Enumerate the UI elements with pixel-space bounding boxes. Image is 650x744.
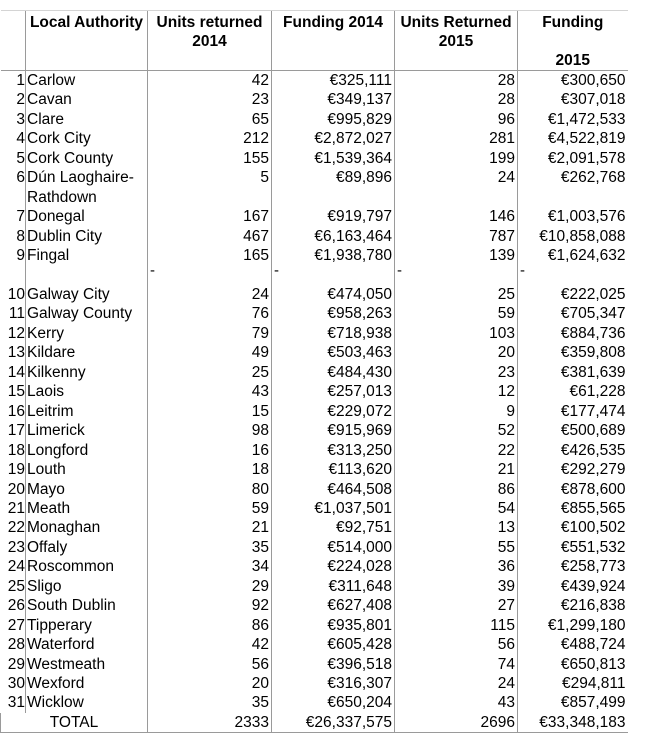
funding-2015-cell: €650,813	[518, 655, 628, 674]
funding-2015-cell: €857,499	[518, 693, 628, 712]
separator-cell	[1, 266, 26, 285]
units-2014-cell: 34	[148, 557, 272, 576]
total-row	[1, 713, 628, 733]
units-2014-cell: 18	[148, 460, 272, 479]
funding-2015-cell: €10,858,088	[518, 227, 628, 246]
authority-name: Tipperary	[26, 616, 148, 635]
authority-name: Cork City	[26, 129, 148, 148]
authority-name: Sligo	[26, 577, 148, 596]
authority-name: Longford	[26, 441, 148, 460]
funding-2014-cell: €464,508	[272, 480, 395, 499]
units-2014-cell: 56	[148, 655, 272, 674]
units-2015-cell: 12	[395, 382, 518, 401]
funding-2014-cell: €915,969	[272, 421, 395, 440]
authority-name: Kerry	[26, 324, 148, 343]
authority-name: Louth	[26, 460, 148, 479]
header-index	[1, 11, 26, 71]
authority-name: Waterford	[26, 635, 148, 654]
units-2015-cell: 28	[395, 90, 518, 109]
units-2015-cell: 55	[395, 538, 518, 557]
table-row	[1, 402, 628, 421]
funding-2015-cell: €300,650	[518, 71, 628, 91]
funding-2015-cell: €705,347	[518, 304, 628, 323]
table-row	[1, 168, 628, 207]
table-row	[1, 343, 628, 362]
total-funding-2014: €26,337,575	[272, 713, 395, 733]
funding-2015-cell: €359,808	[518, 343, 628, 362]
row-index: 28	[7, 636, 25, 654]
authority-name: Wexford	[26, 674, 148, 693]
table-row	[1, 499, 628, 518]
units-2014-cell: 76	[148, 304, 272, 323]
authority-name: Carlow	[26, 71, 148, 91]
table-row	[1, 421, 628, 440]
separator-cell	[518, 261, 628, 285]
row-index: 11	[8, 305, 25, 323]
funding-2014-cell: €316,307	[272, 674, 395, 693]
authority-name: Roscommon	[26, 557, 148, 576]
row-index: 17	[7, 422, 25, 440]
table-row	[1, 518, 628, 537]
funding-2014-cell: €89,896	[272, 168, 395, 207]
units-2015-cell: 86	[395, 480, 518, 499]
authority-name: Kilkenny	[26, 363, 148, 382]
units-2014-cell: 24	[148, 285, 272, 304]
units-2014-cell: 98	[148, 421, 272, 440]
authority-name: Limerick	[26, 421, 148, 440]
funding-2014-cell: €650,204	[272, 693, 395, 712]
table-row	[1, 110, 628, 129]
units-2015-cell: 96	[395, 110, 518, 129]
units-2014-cell: 212	[148, 129, 272, 148]
funding-2014-cell: €1,539,364	[272, 149, 395, 168]
funding-2014-cell: €1,037,501	[272, 499, 395, 518]
units-2015-cell: 23	[395, 363, 518, 382]
units-2015-cell: 74	[395, 655, 518, 674]
header-funding-2015-line1: Funding	[542, 14, 604, 31]
header-funding-2015	[518, 11, 628, 71]
table-row	[1, 285, 628, 304]
units-2015-cell: 20	[395, 343, 518, 362]
units-2015-cell: 24	[395, 168, 518, 207]
row-index: 19	[7, 461, 25, 479]
row-index: 13	[7, 344, 25, 362]
units-2015-cell: 28	[395, 71, 518, 91]
row-index: 7	[16, 208, 25, 226]
funding-2015-cell: €1,299,180	[518, 616, 628, 635]
table-row	[1, 674, 628, 693]
units-2015-cell: 56	[395, 635, 518, 654]
separator-mark: -	[150, 261, 155, 279]
units-2014-cell: 86	[148, 616, 272, 635]
funding-2015-cell: €2,091,578	[518, 149, 628, 168]
row-index: 6	[16, 169, 25, 187]
units-2014-cell: 92	[148, 596, 272, 615]
separator-mark: -	[274, 261, 279, 279]
funding-2015-cell: €100,502	[518, 518, 628, 537]
row-index: 18	[7, 441, 25, 459]
units-2015-cell: 27	[395, 596, 518, 615]
funding-2014-cell: €229,072	[272, 402, 395, 421]
funding-2015-cell: €1,624,632	[518, 246, 628, 265]
funding-2014-cell: €605,428	[272, 635, 395, 654]
units-2015-cell: 36	[395, 557, 518, 576]
funding-2014-cell: €958,263	[272, 304, 395, 323]
table-row	[1, 227, 628, 246]
separator-cell	[395, 261, 518, 285]
total-funding-2015: €33,348,183	[518, 713, 628, 733]
funding-2015-cell: €177,474	[518, 402, 628, 421]
authority-name: South Dublin	[26, 596, 148, 615]
units-2015-cell: 39	[395, 577, 518, 596]
units-2015-cell: 13	[395, 518, 518, 537]
table-row	[1, 616, 628, 635]
table-body	[1, 71, 628, 733]
table-row	[1, 480, 628, 499]
funding-2014-cell: €313,250	[272, 441, 395, 460]
authority-name: Fingal	[26, 246, 148, 265]
total-units-2015: 2696	[395, 713, 518, 733]
funding-2015-cell: €500,689	[518, 421, 628, 440]
funding-2015-cell: €878,600	[518, 480, 628, 499]
table-row	[1, 441, 628, 460]
row-index: 30	[7, 675, 25, 693]
authority-name: Galway City	[26, 285, 148, 304]
funding-2014-cell: €995,829	[272, 110, 395, 129]
row-index: 31	[7, 694, 25, 712]
units-2014-cell: 59	[148, 499, 272, 518]
authority-name: Offaly	[26, 538, 148, 557]
units-2014-cell: 21	[148, 518, 272, 537]
funding-2014-cell: €474,050	[272, 285, 395, 304]
units-2014-cell: 80	[148, 480, 272, 499]
funding-2015-cell: €884,736	[518, 324, 628, 343]
units-2014-cell: 155	[148, 149, 272, 168]
units-2015-cell: 199	[395, 149, 518, 168]
authority-name: Donegal	[26, 207, 148, 226]
table-row	[1, 129, 628, 148]
funding-2014-cell: €1,938,780	[272, 246, 395, 265]
funding-2015-cell: €294,811	[518, 674, 628, 693]
units-2015-cell: 59	[395, 304, 518, 323]
funding-2014-cell: €349,137	[272, 90, 395, 109]
table-row	[1, 90, 628, 109]
table-row	[1, 149, 628, 168]
row-index: 14	[7, 363, 25, 381]
units-2015-cell: 24	[395, 674, 518, 693]
units-2014-cell: 25	[148, 363, 272, 382]
row-index: 15	[7, 383, 25, 401]
funding-2015-cell: €258,773	[518, 557, 628, 576]
table-row	[1, 304, 628, 323]
authority-name: Clare	[26, 110, 148, 129]
authority-name: Cavan	[26, 90, 148, 109]
units-2014-cell: 16	[148, 441, 272, 460]
separator-cell	[272, 261, 395, 285]
authority-name: Monaghan	[26, 518, 148, 537]
authority-name: Dún Laoghaire-Rathdown	[26, 168, 148, 207]
row-index: 12	[7, 324, 25, 342]
units-2014-cell: 167	[148, 207, 272, 226]
table-row	[1, 635, 628, 654]
units-2014-cell: 79	[148, 324, 272, 343]
table-row	[1, 363, 628, 382]
funding-2014-cell: €257,013	[272, 382, 395, 401]
authority-name: Kildare	[26, 343, 148, 362]
header-row	[1, 11, 628, 71]
units-2015-cell: 25	[395, 285, 518, 304]
units-2015-cell: 22	[395, 441, 518, 460]
row-index: 20	[7, 480, 25, 498]
funding-2014-cell: €113,620	[272, 460, 395, 479]
table-row	[1, 71, 628, 91]
funding-2015-cell: €4,522,819	[518, 129, 628, 148]
funding-2014-cell: €311,648	[272, 577, 395, 596]
units-2014-cell: 165	[148, 246, 272, 265]
units-2014-cell: 42	[148, 635, 272, 654]
row-index: 2	[16, 91, 25, 109]
row-index: 25	[7, 577, 25, 595]
funding-2015-cell: €1,472,533	[518, 110, 628, 129]
total-units-2014: 2333	[148, 713, 272, 733]
units-2015-cell: 787	[395, 227, 518, 246]
authority-name: Cork County	[26, 149, 148, 168]
table-row	[1, 596, 628, 615]
units-2015-cell: 281	[395, 129, 518, 148]
funding-2014-cell: €514,000	[272, 538, 395, 557]
header-funding-2015-line2: 2015	[555, 52, 590, 69]
row-index: 4	[16, 130, 25, 148]
row-index: 5	[16, 149, 25, 167]
row-index: 16	[7, 402, 25, 420]
table-row	[1, 382, 628, 401]
units-2014-cell: 29	[148, 577, 272, 596]
funding-2015-cell: €1,003,576	[518, 207, 628, 226]
funding-2014-cell: €484,430	[272, 363, 395, 382]
total-label: TOTAL	[1, 713, 148, 733]
funding-2015-cell: €262,768	[518, 168, 628, 207]
authority-name: Wicklow	[26, 693, 148, 712]
header-units-2014: Units returned 2014	[148, 11, 272, 71]
funding-2014-cell: €718,938	[272, 324, 395, 343]
units-2014-cell: 35	[148, 538, 272, 557]
funding-2014-cell: €2,872,027	[272, 129, 395, 148]
row-index: 29	[7, 655, 25, 673]
funding-2015-cell: €216,838	[518, 596, 628, 615]
units-2015-cell: 103	[395, 324, 518, 343]
units-2015-cell: 9	[395, 402, 518, 421]
row-index: 10	[7, 285, 25, 303]
units-2014-cell: 15	[148, 402, 272, 421]
authority-name: Galway County	[26, 304, 148, 323]
funding-2014-cell: €503,463	[272, 343, 395, 362]
authority-name: Westmeath	[26, 655, 148, 674]
header-units-2015: Units Returned 2015	[395, 11, 518, 71]
units-2014-cell: 23	[148, 90, 272, 109]
funding-2014-cell: €92,751	[272, 518, 395, 537]
funding-2015-cell: €855,565	[518, 499, 628, 518]
header-local-authority: Local Authority	[26, 11, 148, 71]
funding-2015-cell: €61,228	[518, 382, 628, 401]
row-index: 27	[7, 616, 25, 634]
units-2014-cell: 65	[148, 110, 272, 129]
funding-2014-cell: €627,408	[272, 596, 395, 615]
units-2014-cell: 20	[148, 674, 272, 693]
table-row	[1, 207, 628, 226]
funding-2014-cell: €325,111	[272, 71, 395, 91]
funding-2015-cell: €488,724	[518, 635, 628, 654]
units-2014-cell: 42	[148, 71, 272, 91]
table-row	[1, 538, 628, 557]
units-2014-cell: 43	[148, 382, 272, 401]
separator-cell	[26, 266, 148, 285]
authority-name: Leitrim	[26, 402, 148, 421]
units-2014-cell: 49	[148, 343, 272, 362]
row-index: 26	[7, 597, 25, 615]
funding-2015-cell: €292,279	[518, 460, 628, 479]
units-2015-cell: 43	[395, 693, 518, 712]
row-index: 24	[7, 558, 25, 576]
spreadsheet	[0, 10, 630, 733]
table-row	[1, 246, 628, 265]
units-2015-cell: 54	[395, 499, 518, 518]
funding-2015-cell: €307,018	[518, 90, 628, 109]
table-row	[1, 655, 628, 674]
funding-2015-cell: €551,532	[518, 538, 628, 557]
separator-mark: -	[520, 261, 525, 279]
row-index: 9	[16, 247, 25, 265]
funding-2014-cell: €6,163,464	[272, 227, 395, 246]
row-index: 1	[16, 72, 25, 89]
authority-name: Mayo	[26, 480, 148, 499]
units-2014-cell: 467	[148, 227, 272, 246]
funding-2015-cell: €439,924	[518, 577, 628, 596]
table-row	[1, 693, 628, 712]
authority-name: Dublin City	[26, 227, 148, 246]
row-index: 8	[16, 227, 25, 245]
units-2014-cell: 5	[148, 168, 272, 207]
funding-2015-cell: €381,639	[518, 363, 628, 382]
units-2015-cell: 115	[395, 616, 518, 635]
separator-mark: -	[397, 261, 402, 279]
table-row	[1, 324, 628, 343]
units-2015-cell: 139	[395, 246, 518, 265]
units-2015-cell: 146	[395, 207, 518, 226]
header-funding-2014: Funding 2014	[272, 11, 395, 71]
table-row	[1, 557, 628, 576]
funding-2015-cell: €426,535	[518, 441, 628, 460]
funding-2014-cell: €224,028	[272, 557, 395, 576]
table-row	[1, 577, 628, 596]
table-row	[1, 460, 628, 479]
funding-2014-cell: €919,797	[272, 207, 395, 226]
separator-cell	[148, 261, 272, 285]
row-index: 21	[7, 499, 25, 517]
funding-table	[0, 10, 628, 733]
units-2015-cell: 52	[395, 421, 518, 440]
funding-2014-cell: €935,801	[272, 616, 395, 635]
units-2014-cell: 35	[148, 693, 272, 712]
row-index: 23	[7, 538, 25, 556]
row-index: 3	[16, 110, 25, 128]
funding-2015-cell: €222,025	[518, 285, 628, 304]
authority-name: Laois	[26, 382, 148, 401]
row-index: 22	[7, 519, 25, 537]
funding-2014-cell: €396,518	[272, 655, 395, 674]
units-2015-cell: 21	[395, 460, 518, 479]
authority-name: Meath	[26, 499, 148, 518]
separator-row	[1, 266, 628, 285]
